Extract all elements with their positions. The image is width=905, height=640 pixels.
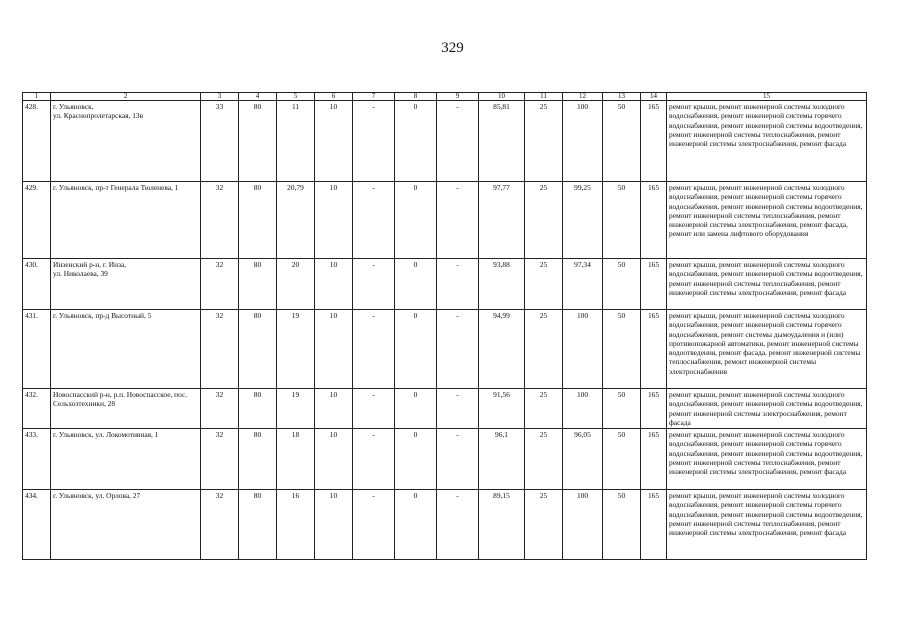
value-col-3: 32 [201,429,239,490]
value-col-14: 165 [641,182,667,259]
value-col-12: 97,34 [563,259,603,310]
value-col-12: 99,25 [563,182,603,259]
column-number: 7 [353,93,395,101]
value-col-3: 33 [201,101,239,182]
value-col-8: 0 [395,182,437,259]
value-col-9: - [437,259,479,310]
value-col-12: 96,05 [563,429,603,490]
value-col-7: - [353,389,395,429]
column-number: 14 [641,93,667,101]
value-col-14: 165 [641,429,667,490]
table-row [23,259,867,310]
value-col-14: 165 [641,101,667,182]
work-types: ремонт крыши, ремонт инженерной системы холодного водоснабжения, ремонт инженерной системы водоотведения, ремонт инженерной системы теплоснабжения, ремонт инженерной системы электроснабжения, ремонт фасада [667,259,867,310]
value-col-8: 0 [395,490,437,560]
column-number: 3 [201,93,239,101]
address: г. Ульяновск, пр-д Высотный, 5 [51,310,201,389]
value-col-4: 80 [239,101,277,182]
column-number: 13 [603,93,641,101]
value-col-4: 80 [239,310,277,389]
value-col-13: 50 [603,429,641,490]
value-col-13: 50 [603,182,641,259]
address: г. Ульяновск, ул. Краснопролетарская, 13в [51,101,201,182]
value-col-6: 10 [315,101,353,182]
value-col-14: 165 [641,259,667,310]
value-col-9: - [437,490,479,560]
table-row [23,101,867,182]
work-types: ремонт крыши, ремонт инженерной системы холодного водоснабжения, ремонт инженерной системы горячего водоснабжения, ремонт инженерной системы водоотведения, ремонт инженерной системы теплоснабжения, ремонт инженерной системы электроснабжения, ремонт фасада [667,101,867,182]
column-number: 12 [563,93,603,101]
work-types: ремонт крыши, ремонт инженерной системы холодного водоснабжения, ремонт инженерной системы горячего водоснабжения, ремонт инженерной системы водоотведения, ремонт инженерной системы теплоснабжения, ремонт инженерной системы электроснабжения, ремонт фасада, ремонт или замена лифтового оборудования [667,182,867,259]
value-col-6: 10 [315,490,353,560]
value-col-5: 20,79 [277,182,315,259]
value-col-14: 165 [641,490,667,560]
row-number: 429. [23,182,51,259]
value-col-6: 10 [315,389,353,429]
table-row [23,182,867,259]
value-col-13: 50 [603,259,641,310]
value-col-13: 50 [603,101,641,182]
value-col-8: 0 [395,389,437,429]
column-number: 4 [239,93,277,101]
value-col-10: 94,99 [479,310,525,389]
value-col-7: - [353,310,395,389]
value-col-10: 97,77 [479,182,525,259]
value-col-4: 80 [239,429,277,490]
value-col-11: 25 [525,259,563,310]
column-number: 1 [23,93,51,101]
value-col-5: 18 [277,429,315,490]
value-col-9: - [437,182,479,259]
value-col-7: - [353,101,395,182]
work-types: ремонт крыши, ремонт инженерной системы холодного водоснабжения, ремонт инженерной системы горячего водоснабжения, ремонт инженерной системы водоотведения, ремонт инженерной системы теплоснабжения, ремонт инженерной системы электроснабжения, ремонт фасада [667,490,867,560]
address: г. Ульяновск, ул. Орлова, 27 [51,490,201,560]
value-col-6: 10 [315,259,353,310]
work-types: ремонт крыши, ремонт инженерной системы холодного водоснабжения, ремонт инженерной системы горячего водоснабжения, ремонт системы дымоудаления и (или) противопожарной автоматики, ремонт инженерной системы водоотведения, ремонт фасада, ремонт инженерной системы теплоснабжения, ремонт инженерной системы электроснабжения [667,310,867,389]
value-col-3: 32 [201,259,239,310]
value-col-4: 80 [239,259,277,310]
value-col-6: 10 [315,182,353,259]
value-col-6: 10 [315,429,353,490]
value-col-14: 165 [641,389,667,429]
value-col-10: 91,56 [479,389,525,429]
value-col-9: - [437,101,479,182]
value-col-12: 100 [563,101,603,182]
row-number: 430. [23,259,51,310]
value-col-3: 32 [201,389,239,429]
value-col-11: 25 [525,429,563,490]
value-col-13: 50 [603,310,641,389]
value-col-7: - [353,490,395,560]
table-row [23,429,867,490]
address: г. Ульяновск, ул. Локомотивная, 1 [51,429,201,490]
column-number: 9 [437,93,479,101]
value-col-6: 10 [315,310,353,389]
address: Новоспасский р-н, р.п. Новоспасское, пос. Сельхозтехники, 28 [51,389,201,429]
value-col-7: - [353,259,395,310]
column-number: 11 [525,93,563,101]
value-col-12: 100 [563,389,603,429]
value-col-4: 80 [239,490,277,560]
work-types: ремонт крыши, ремонт инженерной системы холодного водоснабжения, ремонт инженерной системы водоотведения, ремонт инженерной системы электроснабжения, ремонт фасада [667,389,867,429]
value-col-7: - [353,429,395,490]
value-col-9: - [437,310,479,389]
column-number: 2 [51,93,201,101]
value-col-4: 80 [239,389,277,429]
work-types: ремонт крыши, ремонт инженерной системы холодного водоснабжения, ремонт инженерной системы горячего водоснабжения, ремонт инженерной системы водоотведения, ремонт инженерной системы теплоснабжения, ремонт инженерной системы электроснабжения, ремонт фасада [667,429,867,490]
value-col-5: 19 [277,310,315,389]
column-number: 15 [667,93,867,101]
value-col-10: 89,15 [479,490,525,560]
row-number: 433. [23,429,51,490]
value-col-11: 25 [525,310,563,389]
value-col-13: 50 [603,490,641,560]
row-number: 428. [23,101,51,182]
value-col-7: - [353,182,395,259]
row-number: 432. [23,389,51,429]
column-number: 8 [395,93,437,101]
value-col-11: 25 [525,101,563,182]
value-col-4: 80 [239,182,277,259]
value-col-11: 25 [525,490,563,560]
value-col-12: 100 [563,310,603,389]
value-col-10: 96,1 [479,429,525,490]
column-number: 5 [277,93,315,101]
value-col-10: 93,88 [479,259,525,310]
value-col-8: 0 [395,310,437,389]
value-col-5: 19 [277,389,315,429]
value-col-8: 0 [395,101,437,182]
row-number: 431. [23,310,51,389]
column-number: 10 [479,93,525,101]
value-col-10: 85,81 [479,101,525,182]
column-number: 6 [315,93,353,101]
value-col-9: - [437,429,479,490]
column-number-row [23,93,867,101]
row-number: 434. [23,490,51,560]
value-col-9: - [437,389,479,429]
value-col-8: 0 [395,429,437,490]
value-col-3: 32 [201,310,239,389]
address: Инзенский р-н, г. Инза, ул. Николаева, 39 [51,259,201,310]
value-col-3: 32 [201,182,239,259]
table-row [23,310,867,389]
value-col-11: 25 [525,182,563,259]
value-col-5: 20 [277,259,315,310]
value-col-12: 100 [563,490,603,560]
value-col-13: 50 [603,389,641,429]
repair-register-table [22,92,867,560]
page-number: 329 [441,40,464,56]
table-row [23,490,867,560]
value-col-5: 16 [277,490,315,560]
value-col-11: 25 [525,389,563,429]
value-col-8: 0 [395,259,437,310]
value-col-3: 32 [201,490,239,560]
value-col-5: 11 [277,101,315,182]
address: г. Ульяновск, пр-т Генерала Тюленева, 1 [51,182,201,259]
table-row [23,389,867,429]
value-col-14: 165 [641,310,667,389]
